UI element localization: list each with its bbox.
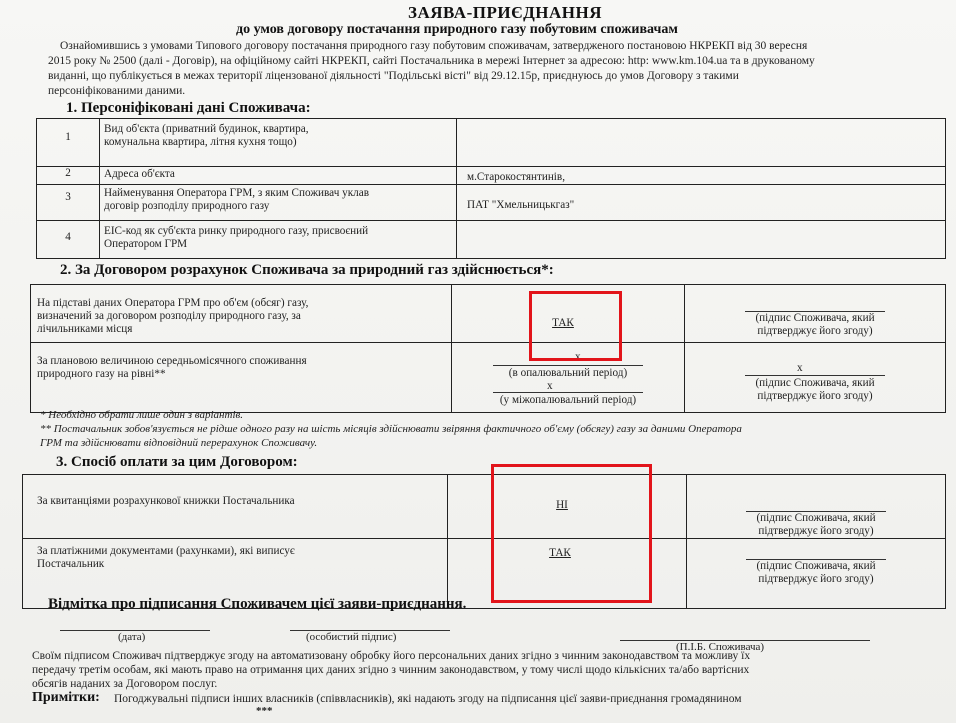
- table-row: [31, 343, 946, 413]
- section3-heading: 3. Спосіб оплати за цим Договором:: [56, 454, 298, 470]
- consent-line-1: Своїм підписом Споживач підтверджує згоду на автоматизовану обробку його персональних даних згідно з чинним законодавством та можливу їх: [32, 650, 751, 662]
- table-row: [37, 221, 946, 259]
- row-number: 1: [37, 119, 100, 167]
- row-label: За плановою величиною середньомісячного споживання природного газу на рівні**: [31, 343, 452, 413]
- settlement-value-yes: ТАК: [552, 317, 574, 329]
- row-number: 3: [37, 185, 100, 221]
- signature-cell: x (підпис Споживача, який підтверджує його згоду): [685, 343, 946, 413]
- row-label: Адреса об'єкта: [100, 167, 457, 185]
- row-label: Вид об'єкта (приватний будинок, квартира, комунальна квартира, літня кухня тощо): [100, 119, 457, 167]
- row-label: За квитанціями розрахункової книжки Постачальника: [23, 475, 448, 539]
- notes-label: Примітки:: [32, 690, 100, 705]
- table-row: [23, 475, 946, 539]
- personal-sign-label: (особистий підпис): [306, 631, 397, 643]
- row-label: За платіжними документами (рахунками), які виписує Постачальник: [23, 539, 448, 609]
- document-title: ЗАЯВА-ПРИЄДНАННЯ: [408, 3, 603, 22]
- signature-cell: (підпис Споживача, який підтверджує його згоду): [687, 539, 946, 609]
- intro-line-1: Ознайомившись з умовами Типового договору постачання природного газу побутовим споживачам, затвердженого постановою НКРЕКП від 30 вересня: [60, 40, 808, 52]
- row-number: 2: [37, 167, 100, 185]
- note-3: ГРМ та здійснювати відповідний перерахунок Споживачу.: [40, 437, 318, 449]
- intro-line-2: 2015 року № 2500 (далі - Договір), на офіційному сайті НКРЕКП, сайті Постачальника в мережі Інтернет за адресою: http: www.km.104.ua та в друкованому: [48, 55, 815, 67]
- table-row: [31, 285, 946, 343]
- row-label: На підставі даних Оператора ГРМ про об'єм (обсяг) газу, визначений за договором розподілу природного газу, за лічильниками місця: [31, 285, 452, 343]
- row-label: Найменування Оператора ГРМ, з яким Споживач уклав договір розподілу природного газу: [100, 185, 457, 221]
- row-value: x (в опалювальний період) x (у міжопалювальний період): [452, 343, 685, 413]
- document-subtitle: до умов договору постачання природного газу побутовим споживачам: [236, 22, 678, 37]
- intro-line-4: персоніфікованими даними.: [48, 85, 186, 97]
- table-row: [37, 119, 946, 167]
- note-1: * Необхідно обрати лише один з варіантів.: [40, 409, 244, 421]
- highlight-box-payment: [491, 464, 652, 603]
- section2-heading: 2. За Договором розрахунок Споживача за природний газ здійснюється*:: [60, 262, 554, 278]
- signature-cell: (підпис Споживача, який підтверджує його згоду): [687, 475, 946, 539]
- row-value: [457, 221, 946, 259]
- section1-heading: 1. Персоніфіковані дані Споживача:: [66, 100, 311, 116]
- notes-text: Погоджувальні підписи інших власників (співвласників), які надають згоду на підписання цієї заяви-приєднання громадянином: [114, 693, 742, 705]
- intro-line-3: виданні, що публікується в межах території ліцензованої діяльності "Подільські вісті" від 29.12.15р, приєднуюсь до умов Договору з такими: [48, 70, 739, 82]
- personal-data-table: [36, 118, 946, 259]
- highlight-box-settlement: [529, 291, 622, 361]
- notes-stars: ***: [256, 705, 273, 717]
- row-label: ЕІС-код як суб'єкта ринку природного газу, присвоєний Оператором ГРМ: [100, 221, 457, 259]
- row-number: 4: [37, 221, 100, 259]
- consent-line-2: передачу третім особам, які мають право на отримання цих даних згідно з чинним законодавством, у тому числі щодо кількісних та/або вартісних: [32, 664, 750, 676]
- payment-value-no: НІ: [556, 499, 568, 511]
- settlement-table: [30, 284, 946, 413]
- row-value: [457, 119, 946, 167]
- name-label: (П.І.Б. Споживача): [676, 641, 765, 653]
- date-label: (дата): [118, 631, 146, 643]
- row-value: ПАТ "Хмельницькгаз": [457, 185, 946, 221]
- signature-cell: (підпис Споживача, який підтверджує його згоду): [685, 285, 946, 343]
- table-row: [37, 167, 946, 185]
- consent-line-3: обсягів наданих за Договором послуг.: [32, 678, 218, 690]
- payment-method-table: [22, 474, 946, 609]
- table-row: [37, 185, 946, 221]
- note-2: ** Постачальник зобов'язується не рідше одного разу на шість місяців здійснювати звіряння фактичного об'єму (обсягу) газу за даними Оператора: [40, 423, 742, 435]
- payment-value-yes: ТАК: [549, 547, 571, 559]
- signature-heading: Відмітка про підписання Споживачем цієї заяви-приєднання.: [48, 596, 467, 612]
- row-value: м.Старокостянтинів,: [457, 167, 946, 185]
